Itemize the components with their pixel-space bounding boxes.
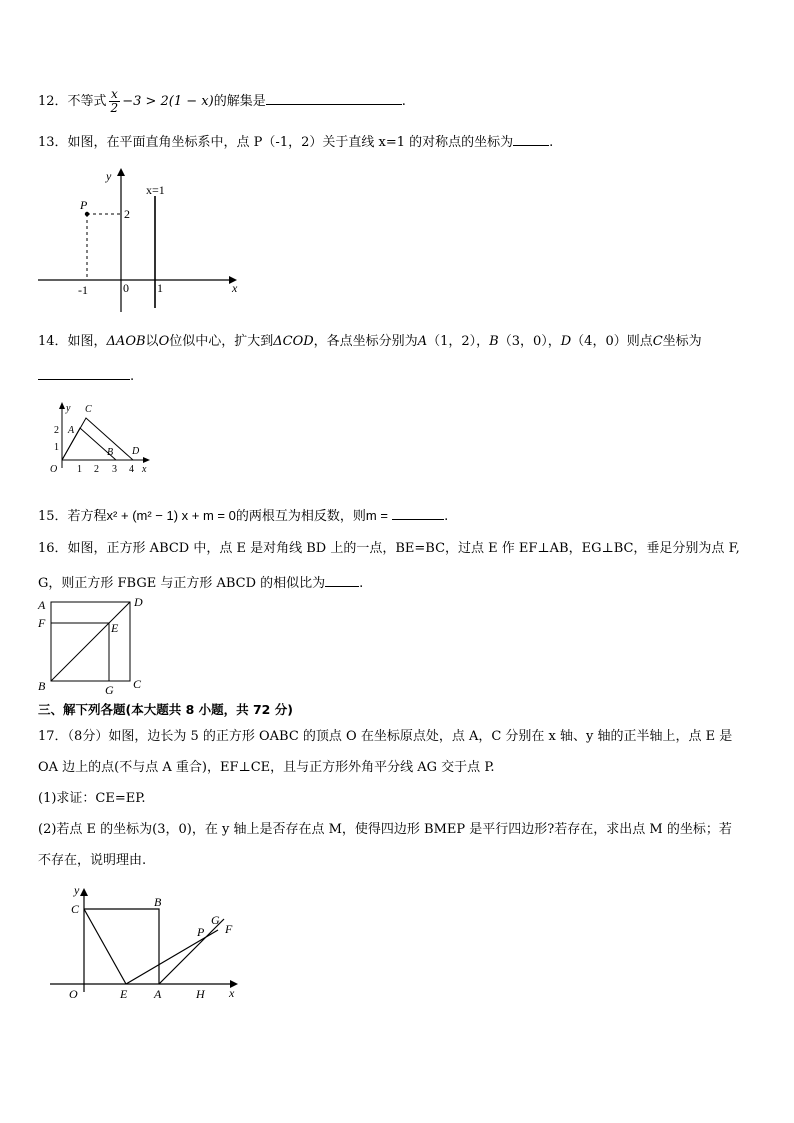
q14-y-label: y <box>66 403 71 414</box>
q15-answer-blank[interactable] <box>392 505 444 520</box>
q17-a-label: A <box>154 987 162 1001</box>
q13-answer-blank[interactable] <box>513 131 549 146</box>
q17-e-label: E <box>120 987 128 1001</box>
section-3-heading <box>38 701 293 719</box>
q12-prefix: 12．不等式 <box>38 94 107 109</box>
q13-tick-2: 2 <box>124 207 130 221</box>
q14-c: C <box>652 334 663 349</box>
q14-y-arrow <box>59 402 65 409</box>
q16-f-label: F <box>38 616 46 630</box>
q14-d-label: D <box>132 446 140 457</box>
q17-y-arrow <box>80 888 88 896</box>
q17-part2a <box>38 821 732 839</box>
q17-line1 <box>38 728 732 746</box>
q14-tri-cod: ΔCOD <box>273 334 314 349</box>
q12-frac-den: 2 <box>110 101 119 115</box>
q15-end: . <box>444 509 449 524</box>
q16-a-label: A <box>38 598 46 612</box>
q14-tri-aob: ΔAOB <box>106 334 146 349</box>
q17-g-label: G <box>211 913 220 927</box>
q16-figure <box>36 594 152 698</box>
q15-equation: x² + (m² − 1) x + m = 0 <box>106 508 236 523</box>
q13-p-label: P <box>80 198 88 212</box>
q17-line2 <box>38 759 495 777</box>
q13-y-label: y <box>106 169 112 183</box>
q17-part2a-text: (2)若点 E 的坐标为(3，0)，在 y 轴上是否存在点 M，使得四边形 BMEP 是平行四边形?若存在，求出点 M 的坐标；若 <box>38 822 732 837</box>
q14-tick-x2: 2 <box>94 464 99 475</box>
q17-figure <box>44 880 250 1008</box>
q17-b-label: B <box>154 895 162 909</box>
q17-part1 <box>38 790 145 808</box>
q17-x-label: x <box>229 986 235 1000</box>
q16-answer-blank[interactable] <box>325 572 359 587</box>
q14-tick-y1: 1 <box>54 442 59 453</box>
q14-b-coord: （3，0）， <box>498 334 561 349</box>
q17-text-2: OA 边上的点(不与点 A 重合)，EF⊥CE，且与正方形外角平分线 AG 交于点 P. <box>38 760 495 775</box>
q14-a-coord: （1，2）， <box>427 334 490 349</box>
q17-part1-text: (1)求证：CE=EP. <box>38 791 146 806</box>
q13-line <box>38 131 553 152</box>
q12-fraction <box>109 88 121 115</box>
section-3-text: 三、解下列各题(本大题共 8 小题，共 72 分) <box>38 702 293 717</box>
q14-line2 <box>38 365 134 386</box>
q16-text-1: 16．如图，正方形 ABCD 中，点 E 是对角线 BD 上的一点，BE=BC，过点 E 作 EF⊥AB，EG⊥BC，垂足分别为点 F, <box>38 541 740 556</box>
q17-part2b <box>38 852 146 870</box>
q16-e-label: E <box>111 621 119 635</box>
q17-text-1: 17．（8分）如图，边长为 5 的正方形 OABC 的顶点 O 在坐标原点处，点 A，C 分别在 x 轴、y 轴的正半轴上，点 E 是 <box>38 729 733 744</box>
q14-tick-x3: 3 <box>112 464 117 475</box>
q15-m: m = <box>365 508 388 523</box>
q14-part1: 14．如图， <box>38 334 107 349</box>
q13-end: . <box>549 135 554 150</box>
q16-b-label: B <box>38 679 46 693</box>
q14-end: . <box>130 369 135 384</box>
q14-b-label: B <box>107 447 114 458</box>
q17-h-label: H <box>196 987 205 1001</box>
q17-o-label: O <box>69 987 78 1001</box>
q14-c-label: C <box>85 404 92 415</box>
q17-part2b-text: 不存在，说明理由. <box>38 853 147 868</box>
q12-suffix: 的解集是 <box>213 94 266 109</box>
q16-line2 <box>38 572 363 593</box>
q14-o: O <box>158 334 170 349</box>
q14-figure <box>46 398 158 476</box>
q13-figure <box>34 164 244 316</box>
q16-diagonal-bd <box>51 602 130 681</box>
q17-p-label: P <box>197 925 205 939</box>
q13-y-arrow <box>117 168 125 176</box>
q13-tick-0: 0 <box>123 281 129 295</box>
q13-tick-1: 1 <box>157 281 163 295</box>
q17-square-oabc <box>84 909 159 984</box>
q16-g-label: G <box>105 683 114 697</box>
q16-line1 <box>38 540 740 558</box>
q14-part5: 坐标为 <box>662 334 702 349</box>
q12-expression: −3 > 2(1 − x) <box>122 94 214 109</box>
q12-frac-num: x <box>109 88 121 102</box>
q14-part2: 以 <box>145 334 159 349</box>
q12-answer-blank[interactable] <box>266 90 402 105</box>
q14-d: D <box>560 334 572 349</box>
q14-answer-blank[interactable] <box>38 365 130 380</box>
q12-line <box>38 88 406 115</box>
q15-line <box>38 505 448 526</box>
q17-f-label: F <box>225 922 233 936</box>
q16-c-label: C <box>133 677 142 691</box>
q15-part2: 的两根互为相反数，则 <box>235 509 366 524</box>
q14-line <box>38 333 702 351</box>
q13-text: 13．如图，在平面直角坐标系中，点 P（-1，2）关于直线 x=1 的对称点的坐标为 <box>38 135 514 150</box>
q14-a-label: A <box>68 425 75 436</box>
q16-d-label: D <box>134 595 143 609</box>
q15-part1: 15．若方程 <box>38 509 107 524</box>
q13-x-label: x <box>232 281 238 295</box>
q16-end: . <box>359 576 364 591</box>
q16-text-2: G，则正方形 FBGE 与正方形 ABCD 的相似比为 <box>38 576 326 591</box>
q14-b: B <box>489 334 499 349</box>
q14-x-arrow <box>143 457 150 463</box>
q12-end: . <box>401 94 406 109</box>
q17-segment-ag <box>159 919 224 984</box>
q17-segment-ce <box>84 909 126 984</box>
q14-x-label: x <box>142 464 147 475</box>
q14-tick-y2: 2 <box>54 425 59 436</box>
q14-d-coord: （4，0）则点 <box>571 334 653 349</box>
q13-tick-neg1: -1 <box>78 283 88 297</box>
q13-line-label: x=1 <box>146 183 165 197</box>
q17-y-label: y <box>74 883 80 897</box>
q14-tick-x1: 1 <box>77 464 82 475</box>
q17-c-label: C <box>71 902 80 916</box>
q13-point-p <box>85 212 89 216</box>
q14-part4: ，各点坐标分别为 <box>313 334 418 349</box>
q14-tick-x4: 4 <box>129 464 134 475</box>
q14-part3: 位似中心，扩大到 <box>169 334 274 349</box>
q14-o-label: O <box>50 464 58 475</box>
q14-a: A <box>417 334 428 349</box>
